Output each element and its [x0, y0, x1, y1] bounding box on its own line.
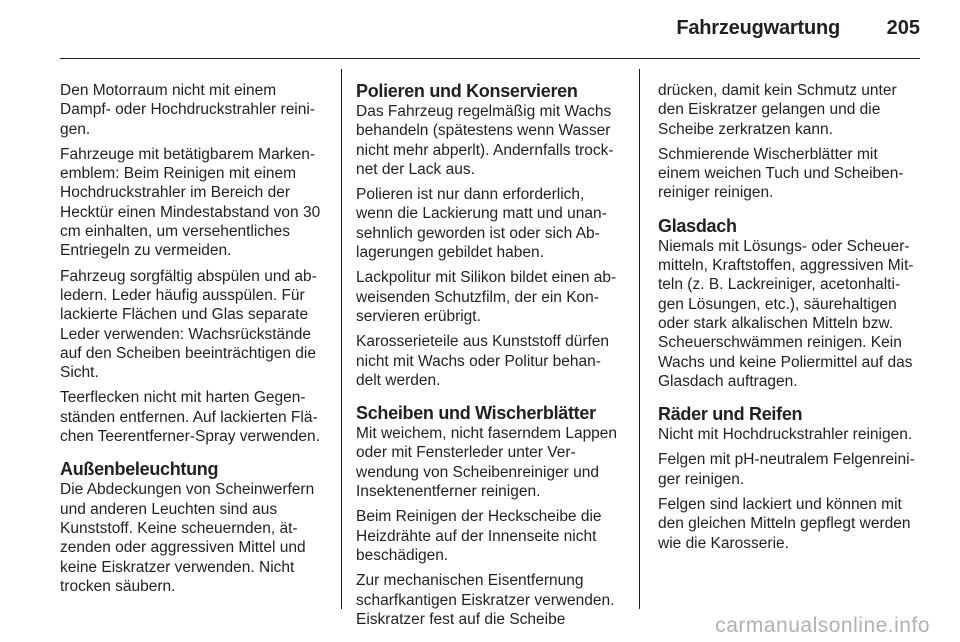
header-rule [60, 58, 920, 59]
paragraph: Lackpolitur mit Silikon bildet einen abweisenden Schutzfilm, der ein Konservieren erübrigt. [356, 269, 617, 325]
paragraph: Den Motorraum nicht mit einem Dampf- oder Hochdruckstrahler reinigen. [60, 82, 315, 138]
paragraph: Niemals mit Lösungs- oder Scheuermitteln, Kraftstoffen, aggressiven Mitteln (z. B. Lackreiniger, acetonhaltigen Lösungen, etc.), säurehaltigen oder stark alkalischen Mitteln bzw. Scheuerschwämmen reinigen. Kein Wachs und keine Poliermittel auf das Glasdach auftragen. [658, 237, 914, 390]
paragraph: Teerflecken nicht mit harten Gegenständen entfernen. Auf lackierten Flächen Teerentferner-Spray verwenden. [60, 389, 320, 446]
column-3 [658, 81, 920, 559]
paragraph: Polieren ist nur dann erforderlich, wenn die Lackierung matt und unansehnlich geworden ist oder sich Ablagerungen gebildet haben. [356, 186, 607, 262]
section-heading-polieren: Polieren und Konservieren [356, 81, 578, 101]
paragraph: Felgen mit pH-neutralem Felgenreiniger reinigen. [658, 451, 915, 488]
section-heading-glasdach: Glasdach [658, 215, 737, 236]
paragraph: drücken, damit kein Schmutz unter den Eiskratzer gelangen und die Scheibe zerkratzen kann. [658, 82, 897, 138]
column-2 [356, 81, 618, 635]
watermark: carmanualsonline.info [715, 614, 930, 637]
paragraph: Das Fahrzeug regelmäßig mit Wachs behandeln (spätestens wenn Wasser nicht mehr abperlt). Andernfalls trocknet der Lack aus. [356, 103, 614, 178]
column-divider [341, 69, 342, 609]
paragraph: Fahrzeuge mit betätigbarem Markenemblem: Beim Reinigen mit einem Hochdruckstrahler im Bereich der Hecktür einen Mindestabstand von 30 cm einhalten, um versehentliches Entriegeln zu vermeiden. [60, 145, 321, 260]
paragraph: Felgen sind lackiert und können mit den gleichen Mitteln gepflegt werden wie die Karosserie. [658, 496, 911, 552]
paragraph: Karosserieteile aus Kunststoff dürfen nicht mit Wachs oder Politur behandelt werden. [356, 333, 610, 389]
section-heading-aussenbeleuchtung: Außenbeleuchtung [60, 459, 219, 480]
column-1 [60, 81, 322, 602]
paragraph: Zur mechanischen Eisentfernung scharfkantigen Eiskratzer verwenden. Eiskratzer fest auf die Scheibe [356, 572, 615, 628]
column-divider [639, 69, 640, 609]
paragraph: Mit weichem, nicht faserndem Lappen oder mit Fensterleder unter Verwendung von Scheibenreiniger und Insektenentferner reinigen. [356, 425, 618, 501]
section-heading-scheiben: Scheiben und Wischerblätter [356, 403, 596, 424]
paragraph: Die Abdeckungen von Scheinwerfern und anderen Leuchten sind aus Kunststoff. Keine scheuernden, ätzenden oder aggressiven Mittel und keine Eiskratzer verwenden. Nicht trocken säubern. [60, 481, 315, 595]
section-heading-raeder: Räder und Reifen [658, 404, 803, 425]
paragraph: Beim Reinigen der Heckscheibe die Heizdrähte auf der Innenseite nicht beschädigen. [356, 508, 602, 564]
paragraph: Schmierende Wischerblätter mit einem weichen Tuch und Scheibenreiniger reinigen. [658, 145, 904, 202]
page-title: Fahrzeugwartung [676, 17, 840, 39]
page-number: 205 [886, 17, 920, 39]
paragraph: Nicht mit Hochdruckstrahler reinigen. [658, 426, 913, 444]
paragraph: Fahrzeug sorgfältig abspülen und abledern. Leder häufig ausspülen. Für lackierte Flächen und Glas separate Leder verwenden: Wachsrückstände auf den Scheiben beeinträchtigen die Sicht. [60, 267, 317, 382]
